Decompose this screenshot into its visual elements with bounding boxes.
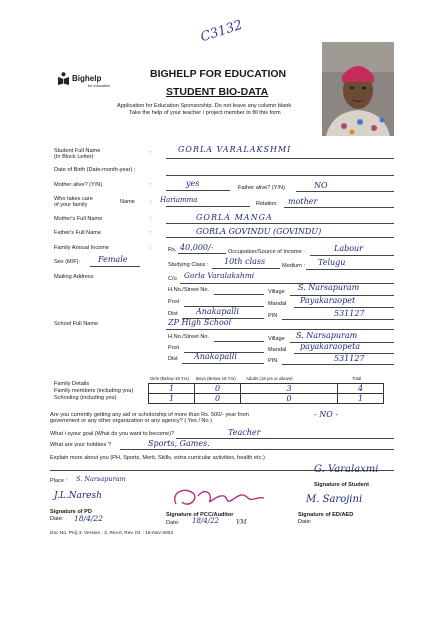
instruction-line-2: Take the help of your teacher / project member to fill this form bbox=[129, 110, 281, 116]
label-pd-date: Date: bbox=[50, 516, 64, 522]
instruction-line-1: Application for Education Sponsorship. Do not leave any column blank bbox=[117, 103, 292, 109]
label-explain: Explain more about you (PH, Sports, Merit, Skills, extra curricular activities, health etc.) bbox=[50, 455, 265, 461]
label-care-1: Who takes care bbox=[54, 196, 93, 202]
label-co: C/o bbox=[168, 276, 177, 282]
family-table bbox=[148, 383, 384, 404]
pcc-date-value[interactable]: 18/4/22 bbox=[192, 517, 219, 525]
label-student-name: Student Full Name bbox=[54, 148, 101, 154]
label-schooling: Schooling (including you) bbox=[54, 395, 117, 401]
label-family-members: Family members (including you) bbox=[54, 388, 134, 394]
label-dob: Date of Birth (Date-month-year) : bbox=[54, 167, 136, 173]
label-occupation: Occupation/Source of Income : bbox=[228, 249, 305, 255]
label-school-post: Post bbox=[168, 345, 180, 351]
org-title: BIGHELP FOR EDUCATION bbox=[150, 68, 287, 80]
label-mailing-address: Mailing Address bbox=[54, 274, 94, 280]
family-members-total[interactable]: 4 bbox=[338, 384, 384, 394]
label-pin: PIN bbox=[268, 313, 278, 319]
label-aid-2: government or any other organization or any agency? ( Yes / No ) bbox=[50, 418, 213, 424]
label-post: Post bbox=[168, 299, 180, 305]
schooling-adults[interactable]: 0 bbox=[241, 394, 338, 404]
label-school-village: Village bbox=[268, 336, 285, 342]
label-school-pin: PIN bbox=[268, 358, 278, 364]
label-school-mandal: Mandal bbox=[268, 347, 287, 353]
goal-value[interactable]: Teacher bbox=[228, 428, 261, 437]
mother-alive-value[interactable]: yes bbox=[186, 179, 200, 188]
label-aid-1: Are you currently getting any aid or scholorship of more than Rs. 500/- year from bbox=[50, 412, 249, 418]
label-mandal: Mandal bbox=[268, 301, 287, 307]
label-rs: Rs. bbox=[168, 247, 177, 253]
studying-class-value[interactable]: 10th class bbox=[224, 257, 266, 266]
schooling-girls[interactable]: 1 bbox=[149, 394, 195, 404]
label-family-details: Family Details bbox=[54, 381, 90, 387]
colon: : bbox=[150, 182, 152, 188]
label-village: Village bbox=[268, 289, 285, 295]
mother-name-value[interactable]: GORLA MANGA bbox=[196, 213, 273, 222]
label-father-alive: Father alive? (Y/N) bbox=[238, 185, 285, 191]
care-relation-value[interactable]: mother bbox=[288, 197, 318, 206]
family-members-boys[interactable]: 0 bbox=[195, 384, 241, 394]
family-members-adults[interactable]: 3 bbox=[241, 384, 338, 394]
label-care-2: of your family bbox=[54, 202, 88, 208]
schooling-boys[interactable]: 0 bbox=[195, 394, 241, 404]
pd-date-value[interactable]: 18/4/22 bbox=[74, 514, 103, 523]
family-members-girls[interactable]: 1 bbox=[149, 384, 195, 394]
colon: : bbox=[150, 216, 152, 222]
label-pcc-signature: Signature of PCC/Auditor bbox=[166, 512, 234, 518]
label-relation: Relation bbox=[256, 201, 277, 207]
label-place: Place : bbox=[50, 478, 68, 484]
form-title: STUDENT BIO-DATA bbox=[166, 86, 269, 98]
pcc-initials: VM bbox=[236, 519, 247, 526]
family-header-adults: Adults (18 yrs or above) bbox=[246, 376, 293, 381]
label-pcc-date: Date: bbox=[166, 520, 180, 526]
doc-number: Doc No. Pro] 3. Version : 3, Rev.0, Rev. Dt. : 16-Nov-2004 bbox=[50, 531, 173, 536]
family-header-total: Total bbox=[352, 376, 362, 381]
handwritten-form-id: C3132 bbox=[198, 17, 245, 46]
ed-signature: M. Sarojini bbox=[306, 494, 363, 505]
label-sex: Sex (M/F): bbox=[54, 259, 81, 265]
label-student-signature: Signature of Student bbox=[314, 482, 370, 488]
family-header-girls: Girls (Below 18 Yrs) bbox=[150, 376, 189, 381]
table-row bbox=[149, 394, 384, 404]
label-school-dist: Dist bbox=[168, 356, 178, 362]
school-value[interactable]: ZP High School bbox=[168, 318, 232, 327]
colon: : bbox=[150, 230, 152, 236]
medium-value[interactable]: Telugu bbox=[318, 258, 346, 267]
label-hobbies: What are your hobbies ? bbox=[50, 442, 111, 448]
label-block-letter: (In Block Letter) bbox=[54, 154, 94, 160]
bighelp-logo-icon bbox=[57, 72, 70, 86]
student-photo bbox=[322, 42, 394, 136]
aid-value[interactable]: - NO - bbox=[314, 410, 339, 419]
village-value[interactable]: S. Narsapuram bbox=[298, 283, 360, 292]
mandal-value[interactable]: Payakaraopet bbox=[300, 296, 356, 305]
sex-value[interactable]: Female bbox=[98, 255, 128, 264]
care-name-value[interactable]: Hariamma bbox=[160, 196, 198, 204]
co-value[interactable]: Gorla Varalakshmi bbox=[184, 271, 255, 280]
label-mother-name: Mother's Full Name bbox=[54, 216, 103, 222]
hobbies-value[interactable]: Sports, Games. bbox=[148, 439, 210, 448]
place-value[interactable]: S. Narsapuram bbox=[76, 475, 126, 483]
label-school: School Full Name bbox=[54, 321, 99, 327]
label-income: Family Annual Income bbox=[54, 245, 110, 251]
father-name-value[interactable]: GORLA GOVINDU (GOVINDU) bbox=[196, 227, 322, 236]
school-mandal-value[interactable]: payakaraopeta bbox=[300, 342, 361, 351]
dist-value[interactable]: Anakapalli bbox=[196, 307, 239, 316]
label-ed-date: Date: bbox=[298, 519, 312, 525]
label-medium: Medium : bbox=[282, 263, 306, 269]
label-studying-class: Studying Class : bbox=[168, 262, 209, 268]
colon: : bbox=[150, 245, 152, 251]
father-alive-value[interactable]: NO bbox=[314, 181, 328, 190]
label-dist: Dist bbox=[168, 311, 178, 317]
school-pin-value[interactable]: 531127 bbox=[334, 354, 365, 363]
label-school-hno: H.No./Street No. bbox=[168, 334, 210, 340]
income-value[interactable]: 40,000/- bbox=[180, 243, 214, 252]
pin-value[interactable]: 531127 bbox=[334, 309, 365, 318]
label-care-name: Name bbox=[120, 199, 135, 205]
student-signature: G. Varalaxmi bbox=[314, 464, 379, 475]
school-dist-value[interactable]: Anakapalli bbox=[194, 352, 237, 361]
colon: : bbox=[150, 150, 152, 156]
label-ed-signature: Signature of ED/AED bbox=[298, 512, 354, 518]
colon: : bbox=[150, 199, 152, 205]
school-village-value[interactable]: S. Narsapuram bbox=[296, 331, 358, 340]
table-row bbox=[149, 384, 384, 394]
logo-brand: Bighelp bbox=[72, 74, 102, 83]
label-hno: H.No./Street No. bbox=[168, 287, 210, 293]
family-header-boys: Boys (Below 18 Yrs) bbox=[196, 376, 236, 381]
pd-signature: J.L.Naresh bbox=[54, 491, 102, 501]
student-name-value[interactable]: GORLA VARALAKSHMI bbox=[178, 145, 292, 154]
schooling-total[interactable]: 1 bbox=[338, 394, 384, 404]
label-pd-signature: Signature of PD bbox=[50, 509, 92, 515]
label-mother-alive: Mother alive? (Y/N) bbox=[54, 182, 103, 188]
logo-tagline: for education bbox=[88, 84, 110, 88]
label-goal: What i syour goal (What do you want to become)? bbox=[50, 431, 175, 437]
occupation-value[interactable]: Labour bbox=[334, 244, 363, 253]
label-father-name: Father's Full Name bbox=[54, 230, 102, 236]
